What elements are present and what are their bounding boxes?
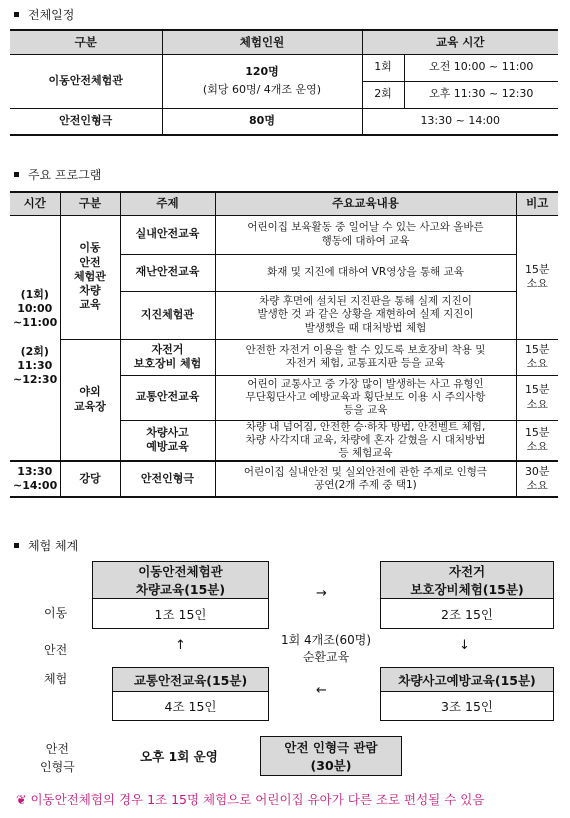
time-text: (1회) [20, 287, 49, 301]
group-cell [60, 339, 120, 461]
col-header: 교육 시간 [362, 30, 558, 54]
content-line: 자전거 체험, 교통표지판 등을 교육 [286, 357, 445, 369]
box-header [381, 668, 553, 692]
topic-line: 보호장비 체험 [133, 357, 202, 370]
box-title: 이동안전체험관 [138, 564, 223, 579]
arrow-right-icon: → [316, 586, 327, 601]
col-header: 비고 [516, 192, 558, 215]
note-text: 소요 [526, 277, 548, 290]
note-text: 15분 [524, 425, 550, 439]
topic-cell: 지진체험관 [120, 291, 215, 339]
topic-cell [120, 420, 215, 461]
bullet-icon [14, 543, 19, 548]
topic-cell: 재난안전교육 [120, 254, 215, 291]
note-text: 30분 [524, 464, 550, 478]
section-title-schedule [14, 6, 74, 23]
row-label-puppet: 안전인형극 [10, 108, 162, 135]
bullet-icon [14, 172, 19, 177]
box-body: 3조 15인 [441, 699, 493, 714]
time-text: (2회) [20, 344, 49, 358]
session-time: 오전 10:00 ~ 11:00 [404, 54, 558, 81]
content-line: 발생했을 때 대처방법 체험 [304, 321, 427, 334]
content-line: 어린이집 보육활동 중 일어날 수 있는 사고와 올바른 [247, 221, 484, 234]
row-label-mobile: 이동안전체험관 [10, 54, 162, 108]
rotation-center-text [262, 632, 390, 666]
content-line: 안전한 자전거 이용을 할 수 있도록 보호장비 착용 및 [245, 343, 486, 356]
note-cell [516, 420, 558, 461]
box-mobile-vehicle [92, 561, 269, 629]
topic-cell: 실내안전교육 [120, 215, 215, 254]
col-header: 체험인원 [162, 30, 362, 54]
bullet-icon [14, 12, 19, 17]
side-label: 이동 [44, 606, 68, 620]
group-text: 교육 [79, 298, 101, 312]
note-text: 15분 [524, 262, 550, 276]
box-header [381, 562, 553, 599]
box-title: (30분) [310, 758, 352, 773]
col-header: 구분 [60, 192, 120, 215]
time-cell [10, 215, 60, 461]
box-body: 2조 15인 [441, 606, 493, 622]
puppet-label [40, 740, 75, 776]
time-text: 11:30 [17, 358, 53, 372]
content-line: 어린이집 실내안전 및 실외안전에 관한 주제로 인형극 [243, 465, 488, 478]
box-header [113, 668, 268, 692]
content-line: 행동에 대하여 교육 [321, 234, 410, 247]
content-line: 차량 후면에 설치된 지진판을 통해 실제 지진이 [259, 295, 472, 308]
content-line: 등 체험교육 [338, 446, 393, 459]
col-header: 주제 [120, 192, 215, 215]
footnote: ❦ 이동안전체험의 경우 1조 15명 체험으로 어린이집 유아가 다른 조로 편성될 수 있음 [16, 792, 485, 807]
topic-line: 예방교육 [146, 440, 189, 454]
col-header: 구분 [10, 30, 162, 54]
mobile-count-note: (회당 60명/ 4개조 운영) [202, 83, 322, 96]
content-cell [215, 215, 516, 254]
content-line: 차량 사각지대 교육, 차량에 혼자 갇혔을 시 대처방법 [245, 433, 486, 446]
box-title: 자전거 [448, 564, 486, 579]
note-text: 15분 [524, 383, 550, 397]
note-text: 15분 [524, 342, 550, 356]
section-title-program [14, 166, 101, 183]
mobile-count-value: 120명 [245, 64, 279, 78]
col-header: 주요교육내용 [215, 192, 516, 215]
content-cell [215, 339, 516, 375]
box-title: 차량교육(15분) [135, 582, 226, 597]
topic-cell [120, 339, 215, 375]
section-title-text: 체험 체계 [28, 539, 79, 553]
note-text: 소요 [526, 440, 548, 454]
box-vehicle-accident [380, 667, 554, 721]
topic-line: 자전거 [151, 342, 184, 356]
box-title: 차량사고예방교육(15분) [398, 672, 536, 688]
box-body: 4조 15인 [164, 699, 217, 714]
content-cell: 화재 및 지진에 대하여 VR영상을 통해 교육 [215, 254, 516, 291]
note-cell [516, 461, 558, 497]
time-text: ~11:00 [13, 316, 58, 330]
session-no: 2회 [362, 81, 404, 108]
section-title-text: 주요 프로그램 [28, 168, 102, 182]
section-title-text: 전체일정 [28, 8, 75, 22]
content-line: 발생한 것 과 같은 상황을 재현하여 실제 지진이 [257, 308, 474, 321]
content-line: 어린이 교통사고 중 가장 많이 발생하는 사고 유형인 [247, 377, 484, 390]
puppet-time: 13:30 ~ 14:00 [362, 108, 558, 135]
box-body: 1조 15인 [154, 606, 207, 622]
note-text: 소요 [526, 478, 548, 492]
group-text: 교육장 [74, 399, 106, 413]
mobile-count [162, 54, 362, 108]
box-title: 교통안전교육(15분) [133, 672, 248, 688]
col-header: 시간 [10, 192, 60, 215]
center-line: 1회 4개조(60명) [280, 633, 372, 647]
topic-cell: 교통안전교육 [120, 375, 215, 420]
group-text: 체험관 [74, 269, 106, 283]
note-cell [516, 339, 558, 375]
group-cell: 강당 [60, 461, 120, 497]
side-label: 체험 [44, 672, 68, 686]
group-text: 이동 [79, 241, 101, 255]
arrow-left-icon: ← [316, 683, 327, 698]
puppet-label-line: 인형극 [40, 760, 75, 774]
session-time: 오후 11:30 ~ 12:30 [404, 81, 558, 108]
content-cell [215, 291, 516, 339]
content-line: 무단횡단사고 예방교육과 횡단보도 이용 시 주의사항 [245, 390, 486, 403]
group-cell [60, 215, 120, 339]
content-line: 차량 내 넘어짐, 안전한 승·하차 방법, 안전벨트 체험, [245, 420, 486, 433]
content-cell [215, 375, 516, 420]
time-text: 13:30 [17, 464, 53, 478]
content-line: 등을 교육 [343, 404, 388, 417]
group-text: 차량 [79, 284, 101, 298]
box-puppet [260, 736, 402, 776]
box-title: 보호장비체험(15분) [410, 582, 524, 597]
time-text: 10:00 [17, 302, 53, 316]
puppet-run-text: 오후 1회 운영 [140, 749, 218, 764]
schedule-table [10, 29, 558, 136]
arrow-up-icon: ↑ [175, 638, 186, 653]
note-text: 소요 [526, 357, 548, 370]
puppet-label-line: 안전 [45, 742, 69, 756]
topic-cell: 안전인형극 [120, 461, 215, 497]
content-cell [215, 461, 516, 497]
time-cell [10, 461, 60, 497]
puppet-count: 80명 [162, 108, 362, 135]
time-text: ~12:30 [13, 373, 58, 387]
side-label: 안전 [44, 643, 68, 657]
program-table [10, 191, 558, 498]
box-header [93, 562, 268, 599]
arrow-down-icon: ↓ [459, 638, 470, 653]
section-title-system [14, 537, 78, 554]
box-bicycle [380, 561, 554, 629]
note-cell [516, 215, 558, 339]
center-line: 순환교육 [302, 649, 350, 664]
box-title: 안전 인형극 관람 [284, 740, 378, 755]
session-no: 1회 [362, 54, 404, 81]
note-cell [516, 375, 558, 420]
time-text: ~14:00 [13, 478, 58, 492]
group-text: 야외 [79, 385, 101, 399]
content-cell [215, 420, 516, 461]
note-text: 소요 [526, 397, 548, 411]
box-header [261, 737, 401, 775]
group-text: 안전 [79, 255, 101, 269]
content-line: 공연(2개 주제 중 택1) [314, 478, 417, 491]
topic-line: 차량사고 [146, 425, 189, 439]
box-traffic [112, 667, 269, 721]
